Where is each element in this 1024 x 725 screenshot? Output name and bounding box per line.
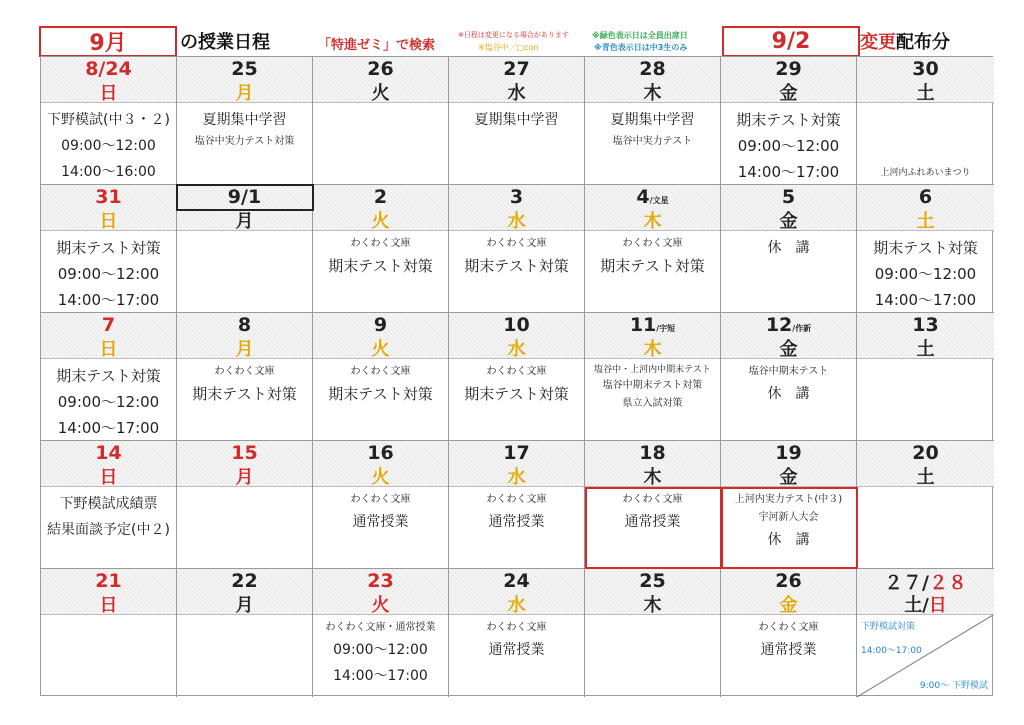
day-weekday	[41, 209, 176, 231]
day-cell	[857, 185, 994, 313]
day-weekday	[449, 81, 584, 103]
weekday-label: 火	[371, 210, 390, 232]
day-cell	[177, 57, 313, 185]
day-weekday	[585, 337, 720, 359]
date-number: 8	[237, 314, 252, 336]
day-events	[177, 615, 312, 697]
day-date	[177, 441, 312, 465]
day-date	[41, 57, 176, 81]
day-events	[449, 359, 584, 440]
day-cell	[41, 441, 177, 569]
date-sub: /宇短	[656, 323, 676, 333]
event-text: 結果面談予定(中２)	[47, 522, 170, 538]
day-events	[41, 487, 176, 568]
weekday-label: 火	[371, 82, 390, 104]
day-events	[449, 487, 584, 568]
day-events	[585, 231, 720, 312]
today-highlight	[176, 184, 314, 211]
weekday-label: 土	[916, 466, 935, 488]
weekday-label: 木	[643, 594, 662, 616]
event-text: 塩谷中実力テスト対策	[194, 136, 295, 147]
date-number: 9/1	[227, 186, 262, 208]
weekday-label: 水	[507, 594, 526, 616]
day-date	[313, 57, 448, 81]
day-events	[313, 487, 448, 568]
date-number: 2	[373, 186, 388, 208]
event-text: 休 講	[767, 240, 810, 256]
weekday-label: 月	[235, 210, 254, 232]
day-weekday	[449, 465, 584, 487]
event-text: 宇河新人大会	[758, 512, 819, 523]
weekday-label: 月	[235, 466, 254, 488]
day-weekday	[313, 209, 448, 231]
event-text: 14:00～16:00	[61, 164, 156, 180]
event-text: 09:00～12:00	[61, 138, 156, 154]
weekday-label: 日	[99, 338, 118, 360]
day-date	[721, 569, 856, 593]
day-date	[41, 441, 176, 465]
event-text: 期末テスト対策	[328, 257, 433, 275]
day-events	[41, 103, 176, 184]
weekday-label: 金	[779, 594, 798, 616]
event-text: 09:00～12:00	[737, 137, 840, 155]
date-number: 15	[231, 442, 258, 464]
date-number: 31	[95, 186, 122, 208]
day-cell	[585, 57, 721, 185]
day-events	[857, 487, 994, 568]
event-text: 期末テスト対策	[192, 385, 297, 403]
day-events	[585, 103, 720, 184]
day-cell	[721, 313, 857, 441]
day-date	[177, 313, 312, 337]
day-events	[721, 103, 856, 184]
day-date	[41, 569, 176, 593]
date-28: ２８	[928, 571, 967, 594]
day-cell	[449, 441, 585, 569]
event-text: わくわく文庫・通常授業	[325, 622, 436, 633]
day-weekday	[721, 337, 856, 359]
weekday-sat: 土/	[904, 594, 929, 616]
page-title: の授業日程	[180, 32, 270, 53]
day-events	[177, 487, 312, 568]
day-date	[585, 313, 720, 337]
date-number: 13	[912, 314, 939, 336]
day-date	[41, 313, 176, 337]
day-weekday	[177, 593, 312, 615]
event-text: 09:00～12:00	[57, 265, 160, 283]
day-weekday	[857, 81, 994, 103]
weekday-label: 土	[916, 338, 935, 360]
event-text: 塩谷中実力テスト	[612, 136, 693, 147]
day-cell	[857, 441, 994, 569]
event-text: 下野模試(中３・２)	[47, 112, 170, 128]
date-number: 3	[509, 186, 524, 208]
day-events	[449, 103, 584, 184]
day-cell	[177, 441, 313, 569]
date-number: 28	[639, 58, 666, 80]
day-weekday	[177, 465, 312, 487]
day-events	[585, 615, 720, 697]
day-date	[857, 569, 994, 593]
weekday-label: 火	[371, 466, 390, 488]
day-weekday	[313, 465, 448, 487]
weekday-label: 木	[643, 466, 662, 488]
day-weekday	[41, 465, 176, 487]
weekday-sun: 日	[928, 594, 947, 616]
date-number: 26	[775, 570, 802, 592]
date-number: 25	[639, 570, 666, 592]
date-number: 26	[367, 58, 394, 80]
event-text: わくわく文庫	[622, 494, 683, 505]
date-number: 21	[95, 570, 122, 592]
event-text: 通常授業	[760, 642, 817, 658]
day-weekday	[585, 465, 720, 487]
date-number: 4	[636, 186, 650, 208]
day-date	[585, 441, 720, 465]
day-cell	[857, 569, 994, 697]
day-cell	[721, 185, 857, 313]
day-events	[721, 231, 856, 312]
date-number: 5	[781, 186, 796, 208]
weekday-label: 木	[643, 210, 662, 232]
date-number: 9	[373, 314, 388, 336]
day-date	[449, 569, 584, 593]
day-weekday	[721, 81, 856, 103]
day-events	[857, 103, 994, 184]
day-events	[857, 231, 994, 312]
day-weekday	[857, 465, 994, 487]
day-date	[313, 185, 448, 209]
day-cell	[857, 313, 994, 441]
weekday-label: 金	[779, 338, 798, 360]
event-text: 夏期集中学習	[610, 112, 695, 128]
date-number: 24	[503, 570, 530, 592]
event-text: 上河内実力テスト(中３)	[734, 494, 843, 505]
day-weekday	[41, 593, 176, 615]
change-label	[860, 28, 950, 54]
event-text: 県立入試対策	[622, 398, 683, 409]
weekday-label: 火	[371, 594, 390, 616]
date-number: 25	[231, 58, 258, 80]
day-cell	[41, 569, 177, 697]
date-sub: /作新	[792, 323, 812, 333]
changed-highlight-19	[721, 487, 858, 569]
date-number: 22	[231, 570, 258, 592]
day-events	[177, 231, 312, 312]
date-number: 23	[367, 570, 394, 592]
event-text: わくわく文庫	[486, 238, 547, 249]
day-weekday	[313, 81, 448, 103]
event-text: 09:00～12:00	[333, 642, 428, 658]
date-sub: /文星	[649, 195, 669, 205]
day-weekday	[449, 337, 584, 359]
day-date	[449, 313, 584, 337]
day-events	[177, 103, 312, 184]
day-events	[313, 231, 448, 312]
event-text: 期末テスト対策	[873, 239, 978, 257]
schedule-header	[0, 0, 1024, 56]
note-legend: ※塩谷中／□con	[478, 43, 539, 52]
day-date	[313, 313, 448, 337]
search-hint: 「特進ゼミ」で検索	[318, 38, 436, 53]
date-27: ２７/	[884, 571, 929, 594]
day-date	[449, 441, 584, 465]
event-text: 夏期集中学習	[202, 112, 287, 128]
day-events	[721, 359, 856, 440]
weekday-label: 金	[779, 82, 798, 104]
day-date	[857, 441, 994, 465]
day-weekday	[585, 209, 720, 231]
day-cell	[449, 569, 585, 697]
event-text: 休 講	[767, 532, 810, 548]
event-text: 通常授業	[488, 514, 545, 530]
event-text: 通常授業	[624, 514, 681, 530]
note-change: ※日程は変更になる場合があります	[458, 31, 569, 39]
event-text: 期末テスト対策	[600, 257, 705, 275]
change-date-box: 9/2	[722, 26, 860, 57]
day-cell	[41, 57, 177, 185]
weekday-label: 木	[643, 82, 662, 104]
day-events	[721, 615, 856, 697]
day-weekday	[449, 209, 584, 231]
day-weekday	[177, 81, 312, 103]
weekday-label: 月	[235, 82, 254, 104]
date-number: 20	[912, 442, 939, 464]
weekday-label: 水	[507, 82, 526, 104]
event-text: 09:00～12:00	[874, 265, 977, 283]
day-date	[721, 185, 856, 209]
weekday-label: 土	[916, 210, 935, 232]
weekday-label: 日	[99, 466, 118, 488]
weekday-label: 金	[779, 466, 798, 488]
event-text: わくわく文庫	[350, 366, 411, 377]
event-text: 期末テスト対策	[56, 239, 161, 257]
event-text: わくわく文庫	[350, 494, 411, 505]
day-date	[585, 569, 720, 593]
event-text: 期末テスト対策	[464, 257, 569, 275]
changed-highlight-18	[585, 487, 722, 569]
day-cell	[177, 569, 313, 697]
weekday-label: 水	[507, 210, 526, 232]
event-text: 14:00～17:00	[57, 419, 160, 437]
change-label-red: 変更	[860, 32, 896, 53]
day-date	[857, 185, 994, 209]
calendar-grid	[40, 56, 993, 696]
event-text: 期末テスト対策	[328, 385, 433, 403]
day-events	[41, 615, 176, 697]
event-text: 夏期集中学習	[474, 112, 559, 128]
day-cell	[313, 569, 449, 697]
day-weekday	[857, 337, 994, 359]
day-cell	[857, 57, 994, 185]
day-cell	[585, 313, 721, 441]
day-weekday	[177, 209, 312, 231]
day-cell	[41, 185, 177, 313]
weekday-label: 月	[235, 594, 254, 616]
day-date	[177, 57, 312, 81]
day-date	[721, 313, 856, 337]
day-weekday	[585, 593, 720, 615]
event-text: 09:00～12:00	[57, 393, 160, 411]
day-weekday	[721, 465, 856, 487]
day-date	[857, 313, 994, 337]
date-number: 29	[775, 58, 802, 80]
date-number: 16	[367, 442, 394, 464]
day-cell	[313, 313, 449, 441]
day-weekday	[41, 81, 176, 103]
day-events	[313, 615, 448, 697]
day-cell	[721, 57, 857, 185]
day-cell	[313, 57, 449, 185]
weekday-label: 水	[507, 338, 526, 360]
day-date	[721, 57, 856, 81]
day-weekday	[585, 81, 720, 103]
event-text: 塩谷中期末テスト対策	[602, 380, 703, 391]
weekday-label: 月	[235, 338, 254, 360]
day-weekday	[857, 593, 994, 615]
day-cell	[449, 185, 585, 313]
day-date	[585, 185, 720, 209]
event-text: 期末テスト対策	[56, 367, 161, 385]
date-number: 7	[101, 314, 116, 336]
day-cell	[41, 313, 177, 441]
date-number: 12	[765, 314, 793, 336]
day-date	[313, 441, 448, 465]
day-events	[177, 359, 312, 440]
weekday-label: 土	[916, 82, 935, 104]
day-cell	[449, 57, 585, 185]
day-cell	[177, 313, 313, 441]
day-date	[313, 569, 448, 593]
change-label-black: 配布分	[896, 32, 950, 53]
day-events	[313, 359, 448, 440]
weekday-label: 日	[99, 210, 118, 232]
note-blue: ※青色表示日は中3生のみ	[594, 43, 688, 52]
weekend-bottom-event: 9:00～ 下野模試	[919, 681, 988, 691]
day-events	[857, 359, 994, 440]
day-date	[177, 569, 312, 593]
event-text: 期末テスト対策	[736, 111, 841, 129]
date-number: 8/24	[85, 58, 132, 80]
weekday-label: 木	[643, 338, 662, 360]
event-text: 14:00～17:00	[57, 291, 160, 309]
event-text: 塩谷中・上河内中期末テスト	[594, 365, 711, 375]
event-text: わくわく文庫	[486, 494, 547, 505]
event-text: 上河内ふれあいまつり	[880, 168, 971, 178]
day-weekday	[177, 337, 312, 359]
weekday-label: 金	[779, 210, 798, 232]
weekend-top-event: 下野模試対策	[861, 622, 916, 632]
day-weekday	[721, 593, 856, 615]
event-text: 休 講	[767, 386, 810, 402]
day-events	[449, 231, 584, 312]
date-number: 27	[503, 58, 530, 80]
date-number: 10	[503, 314, 530, 336]
day-weekday	[449, 593, 584, 615]
weekday-label: 火	[371, 338, 390, 360]
day-cell	[449, 313, 585, 441]
event-text: 14:00～17:00	[874, 291, 977, 309]
day-cell	[313, 185, 449, 313]
day-events	[585, 359, 720, 440]
event-text: 通常授業	[352, 514, 409, 530]
event-text: 14:00～17:00	[737, 163, 840, 181]
date-number: 30	[912, 58, 939, 80]
event-text: わくわく文庫	[486, 622, 547, 633]
day-cell	[585, 569, 721, 697]
weekday-label: 日	[99, 594, 118, 616]
day-cell	[313, 441, 449, 569]
month-box: 9月	[39, 26, 177, 57]
weekday-label: 日	[99, 82, 118, 104]
event-text: わくわく文庫	[758, 622, 819, 633]
day-date	[449, 185, 584, 209]
date-number: 18	[639, 442, 666, 464]
day-weekday	[313, 593, 448, 615]
event-text: 14:00～17:00	[333, 668, 428, 684]
day-events	[313, 103, 448, 184]
event-text: わくわく文庫	[486, 366, 547, 377]
date-number: 6	[918, 186, 933, 208]
date-number: 14	[95, 442, 122, 464]
weekday-label: 水	[507, 466, 526, 488]
date-number: 11	[629, 314, 657, 336]
weekend-body	[857, 615, 994, 697]
weekend-top-time: 14:00～17:00	[861, 646, 922, 656]
day-date	[857, 57, 994, 81]
day-weekday	[41, 337, 176, 359]
day-date	[41, 185, 176, 209]
day-cell	[585, 185, 721, 313]
day-cell	[721, 569, 857, 697]
day-weekday	[857, 209, 994, 231]
day-events	[449, 615, 584, 697]
day-events	[41, 231, 176, 312]
day-weekday	[313, 337, 448, 359]
day-events	[41, 359, 176, 440]
event-text: 通常授業	[488, 642, 545, 658]
day-date	[585, 57, 720, 81]
event-text: わくわく文庫	[622, 238, 683, 249]
date-number: 17	[503, 442, 530, 464]
day-date	[721, 441, 856, 465]
event-text: 下野模試成績票	[59, 496, 158, 512]
event-text: 期末テスト対策	[464, 385, 569, 403]
event-text: 塩谷中期末テスト	[748, 366, 829, 377]
date-number: 19	[775, 442, 802, 464]
event-text: わくわく文庫	[350, 238, 411, 249]
note-green: ※緑色表示日は全員出席日	[592, 31, 688, 40]
day-weekday	[721, 209, 856, 231]
day-date	[449, 57, 584, 81]
event-text: わくわく文庫	[214, 366, 275, 377]
